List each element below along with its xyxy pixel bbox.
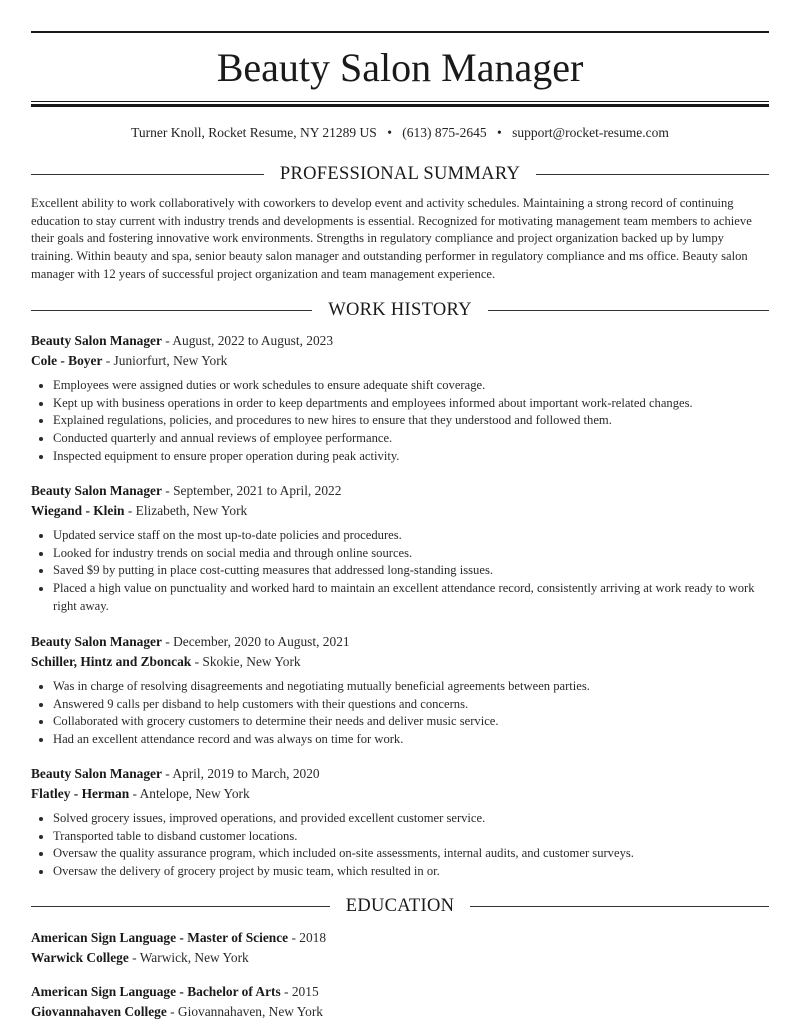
- section-title: PROFESSIONAL SUMMARY: [279, 163, 521, 184]
- job-dates: - August, 2022 to August, 2023: [161, 333, 334, 348]
- bullet-separator-icon: •: [387, 125, 392, 140]
- job-entry: [31, 331, 769, 466]
- job-bullet: • Transported table to disband customer locations.: [53, 828, 769, 846]
- job-bullet: • Answered 9 calls per disband to help customers with their questions and concerns.: [53, 696, 769, 714]
- section-rule-left: [31, 174, 264, 175]
- section-header-summary: [31, 162, 769, 186]
- job-bullets: [31, 810, 769, 881]
- job-bullet: • Explained regulations, policies, and procedures to new hires to ensure that they understood and followed them.: [53, 412, 769, 430]
- education-location: - Giovannahaven, New York: [166, 1003, 323, 1019]
- section-title: WORK HISTORY: [328, 299, 472, 320]
- resume-title: Beauty Salon Manager: [216, 45, 584, 90]
- job-bullet: • Inspected equipment to ensure proper operation during peak activity.: [53, 448, 769, 466]
- education-entry: [31, 982, 769, 1021]
- education-degree: American Sign Language - Master of Science: [31, 930, 289, 945]
- job-dates: - September, 2021 to April, 2022: [161, 483, 342, 498]
- job-bullets: [31, 678, 769, 749]
- section-rule-right: [488, 310, 769, 311]
- bullet-separator-icon: •: [497, 125, 502, 140]
- job-bullet: • Saved $9 by putting in place cost-cutting measures that addressed long-standing issues.: [53, 562, 769, 580]
- education-year: - 2018: [288, 930, 327, 945]
- education-location: - Warwick, New York: [128, 949, 249, 965]
- contact-email[interactable]: support@rocket-resume.com: [512, 125, 669, 140]
- job-dates: - December, 2020 to August, 2021: [161, 634, 350, 649]
- job-company: Flatley - Herman: [31, 785, 130, 801]
- job-bullet: • Was in charge of resolving disagreements and negotiating mutually beneficial agreements between parties.: [53, 678, 769, 696]
- job-bullet: • Solved grocery issues, improved operations, and provided excellent customer service.: [53, 810, 769, 828]
- job-bullet: • Kept up with business operations in order to keep departments and employees informed about important work-related changes.: [53, 395, 769, 413]
- job-location: - Elizabeth, New York: [124, 502, 248, 518]
- education-entry: [31, 928, 769, 967]
- job-bullet: • Oversaw the delivery of grocery project by music team, which resulted in or.: [53, 863, 769, 881]
- job-company: Schiller, Hintz and Zboncak: [31, 653, 192, 669]
- contact-line: [31, 124, 769, 142]
- header-top-rule: [31, 31, 769, 33]
- job-bullets: [31, 377, 769, 466]
- job-bullet: • Looked for industry trends on social media and through online sources.: [53, 545, 769, 563]
- section-rule-right: [470, 906, 769, 907]
- education-school: Warwick College: [31, 949, 129, 965]
- job-entry: [31, 481, 769, 616]
- job-dates: - April, 2019 to March, 2020: [161, 766, 320, 781]
- job-entry: [31, 764, 769, 881]
- section-rule-left: [31, 310, 312, 311]
- job-bullet: • Employees were assigned duties or work schedules to ensure adequate shift coverage.: [53, 377, 769, 395]
- header-double-rule-thin: [31, 101, 769, 102]
- job-company: Cole - Boyer: [31, 352, 103, 368]
- job-bullets: [31, 527, 769, 616]
- job-title: Beauty Salon Manager: [31, 634, 162, 649]
- summary-paragraph: Excellent ability to work collaboratively with coworkers to develop event and activity schedules. Maintaining a strong record of continuing education to stay current with industry trends and developments is essential. Recognized for motivating management team members to achieve their goals and fostering innovative work environments. Strengths in regulatory compliance and project organization backed up by lumpy training. Within beauty and spa, senior beauty salon manager and outstanding performer in regulatory compliance and ms office. Beauty salon manager with 12 years of successful project organization and team management experience.: [31, 196, 752, 281]
- job-title: Beauty Salon Manager: [31, 483, 162, 498]
- education-degree: American Sign Language - Bachelor of Arts: [31, 984, 281, 999]
- section-title: EDUCATION: [345, 895, 455, 916]
- section-rule-left: [31, 906, 330, 907]
- education-year: - 2015: [280, 984, 319, 999]
- job-bullet: • Collaborated with grocery customers to determine their needs and deliver music service.: [53, 713, 769, 731]
- contact-phone[interactable]: (613) 875-2645: [402, 125, 487, 140]
- header-double-rule-thick: [31, 104, 769, 107]
- job-location: - Skokie, New York: [191, 653, 301, 669]
- section-header-work-history: [31, 298, 769, 322]
- job-bullet: • Had an excellent attendance record and was always on time for work.: [53, 731, 769, 749]
- contact-address: Turner Knoll, Rocket Resume, NY 21289 US: [131, 125, 377, 140]
- section-rule-right: [536, 174, 769, 175]
- job-title: Beauty Salon Manager: [31, 766, 162, 781]
- job-bullet: • Conducted quarterly and annual reviews of employee performance.: [53, 430, 769, 448]
- job-entry: [31, 632, 769, 749]
- job-company: Wiegand - Klein: [31, 502, 125, 518]
- section-header-education: [31, 894, 769, 918]
- job-title: Beauty Salon Manager: [31, 333, 162, 348]
- job-location: - Juniorfurt, New York: [102, 352, 228, 368]
- job-bullet: • Updated service staff on the most up-to-date policies and procedures.: [53, 527, 769, 545]
- job-bullet: • Oversaw the quality assurance program, which included on-site assessments, internal audits, and customer surveys.: [53, 845, 769, 863]
- job-bullet: • Placed a high value on punctuality and worked hard to maintain an excellent attendance record, consistently arriving at work ready to work right away.: [53, 580, 769, 615]
- education-school: Giovannahaven College: [31, 1003, 167, 1019]
- job-location: - Antelope, New York: [129, 785, 250, 801]
